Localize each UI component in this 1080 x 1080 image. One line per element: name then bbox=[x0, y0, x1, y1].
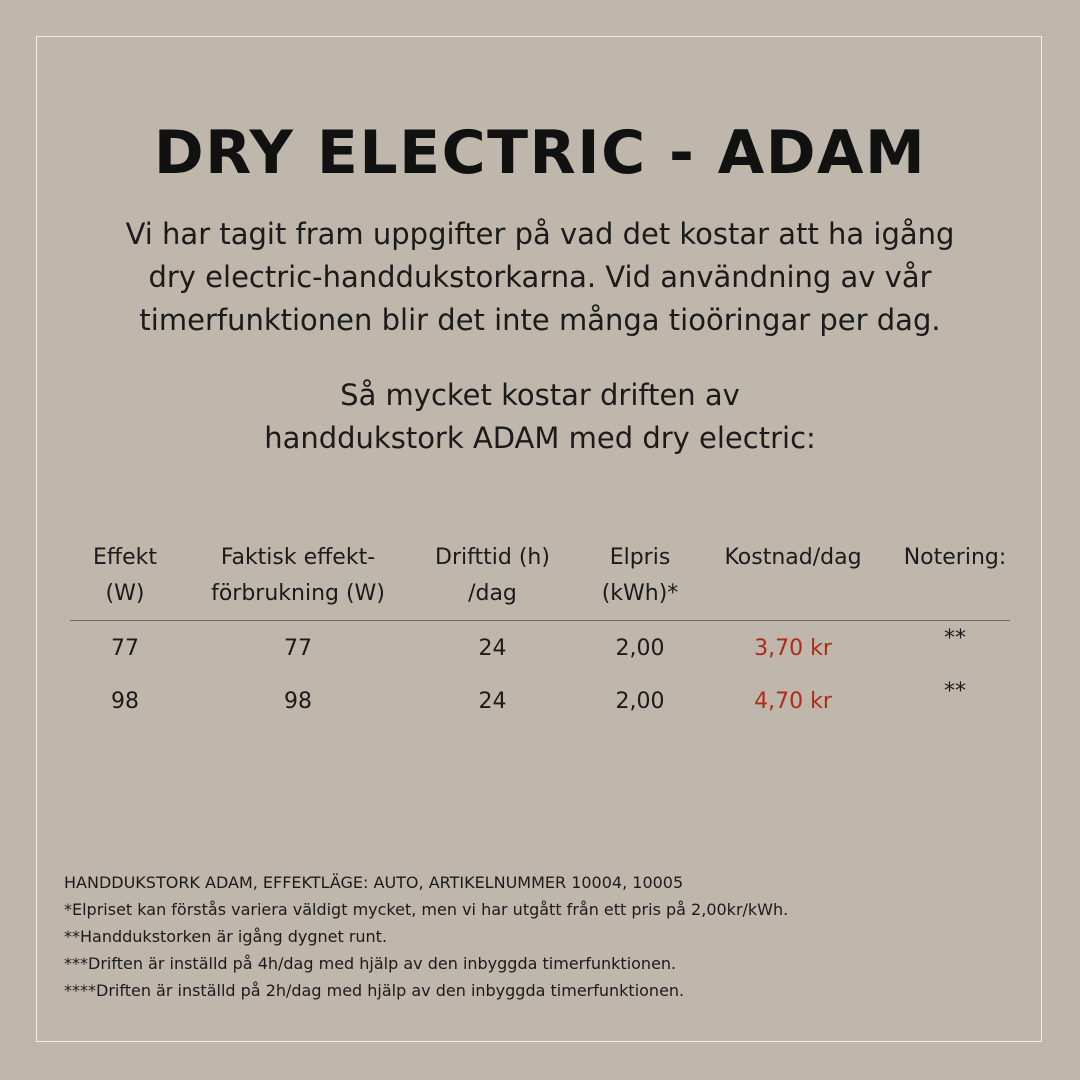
cell-elpris: 2,00 bbox=[615, 636, 665, 661]
page-title: DRY ELECTRIC - ADAM bbox=[153, 118, 927, 188]
footnote-dygnet-runt: **Handdukstorken är igång dygnet runt. bbox=[64, 927, 388, 946]
header-drifttid: Drifttid (h) /dag bbox=[435, 545, 550, 606]
cell-faktisk-effekt: 77 bbox=[284, 636, 312, 661]
header-effekt: Effekt (W) bbox=[93, 545, 157, 606]
intro-line-2: dry electric-handdukstorkarna. Vid användning av vår bbox=[148, 260, 932, 294]
cell-kostnad: 3,70 kr bbox=[754, 636, 832, 661]
header-elpris: Elpris (kWh)* bbox=[601, 545, 679, 606]
footnote-elpris: *Elpriset kan förstås variera väldigt mycket, men vi har utgått från ett pris på 2,00kr/kWh. bbox=[64, 900, 789, 919]
header-notering: Notering: bbox=[903, 545, 1007, 570]
cell-notering: ** bbox=[944, 626, 966, 651]
cell-effekt: 77 bbox=[111, 636, 139, 661]
table-row bbox=[70, 674, 1010, 727]
footnote-timer-4h: ***Driften är inställd på 4h/dag med hjälp av den inbyggda timerfunktionen. bbox=[64, 954, 677, 973]
cell-notering: ** bbox=[944, 679, 966, 704]
subhead-line-2: handdukstork ADAM med dry electric: bbox=[264, 421, 816, 455]
cell-drifttid: 24 bbox=[478, 689, 507, 714]
table-row bbox=[70, 621, 1010, 674]
header-faktisk-effektforbrukning: Faktisk effekt- förbrukning (W) bbox=[211, 545, 385, 606]
footnote-timer-2h: ****Driften är inställd på 2h/dag med hjälp av den inbyggda timerfunktionen. bbox=[64, 981, 685, 1000]
cell-elpris: 2,00 bbox=[615, 689, 665, 714]
cost-table bbox=[70, 540, 1010, 727]
subhead-line-1: Så mycket kostar driften av bbox=[340, 378, 740, 412]
intro-line-3: timerfunktionen blir det inte många tioöringar per dag. bbox=[139, 303, 941, 337]
intro-line-1: Vi har tagit fram uppgifter på vad det kostar att ha igång bbox=[125, 217, 955, 251]
footnotes bbox=[64, 869, 1024, 1004]
intro-paragraph bbox=[60, 213, 1020, 342]
cell-effekt: 98 bbox=[111, 689, 139, 714]
footnote-product-info: HANDDUKSTORK ADAM, EFFEKTLÄGE: AUTO, ARTIKELNUMMER 10004, 10005 bbox=[64, 873, 684, 892]
cell-faktisk-effekt: 98 bbox=[284, 689, 312, 714]
cost-subheading bbox=[60, 374, 1020, 460]
cell-kostnad: 4,70 kr bbox=[754, 689, 832, 714]
table-header bbox=[70, 540, 1010, 621]
header-kostnad-dag: Kostnad/dag bbox=[724, 545, 862, 570]
cell-drifttid: 24 bbox=[478, 636, 507, 661]
